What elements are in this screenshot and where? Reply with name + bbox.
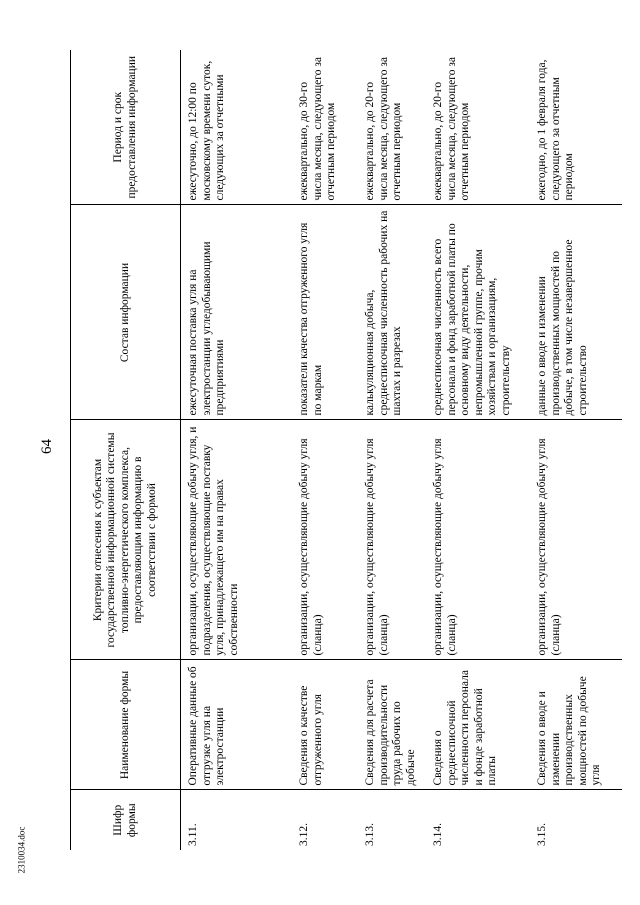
cell-period: ежеквартально, до 20-го числа месяца, следующего за отчетным периодом [432, 57, 471, 201]
cell-name: Сведения о вводе и изменении производственных мощностей по добыче угля [530, 660, 622, 790]
cell-code: 3.11. [181, 790, 293, 850]
forms-table [70, 50, 622, 850]
document-code: 2310034.doc [16, 826, 27, 874]
cell-content: ежесуточная поставка угля на электростанции угледобывающими предприятиями [181, 205, 293, 420]
cell-criteria: организации, осуществляющие добычу угля (сланца) [292, 420, 358, 660]
cell-content: калькуляционная добыча, среднесписочная численность рабочих на шахтах и разрезах [358, 205, 426, 420]
cell-criteria: организации, осуществляющие добычу угля (сланца) [530, 420, 622, 660]
table-row [292, 50, 358, 850]
cell-name: Сведения о среднесписочной численности персонала и фонде заработной платы [426, 660, 530, 790]
cell-code: 3.15. [530, 790, 622, 850]
table-row [181, 50, 293, 850]
cell-code: 3.14. [426, 790, 530, 850]
cell-name: Сведения о качестве отгруженного угля [292, 660, 358, 790]
cell-period: ежегодно, до 1 февраля года, следующего за отчетным периодом [536, 59, 575, 201]
cell-code: 3.12. [292, 790, 358, 850]
cell-content: показатели качества отгруженного угля по маркам [292, 205, 358, 420]
header-criteria: Критерии отнесения к субъектам государственной информационной системы топливно-энергетического комплекса, предоставляющим информацию в соответствии с формой [71, 420, 181, 660]
cell-content: данные о вводе и изменении производственных мощностей по добыче, в том числе незавершенное строительство [530, 205, 622, 420]
header-content: Состав информации [71, 205, 181, 420]
cell-period: ежесуточно, до 12:00 по московскому времени суток, следующих за отчетными [187, 60, 226, 201]
header-name: Наименование формы [71, 660, 181, 790]
cell-name: Сведения для расчета производительности труда рабочих по добыче [358, 660, 426, 790]
cell-content: среднесписочная численность всего персонала и фонд заработной платы по основному виду деятельности, непромышленной группе, прочим хозяйствам и организациям, строительству [426, 205, 530, 420]
cell-criteria: организации, осуществляющие добычу угля (сланца) [358, 420, 426, 660]
cell-code: 3.13. [358, 790, 426, 850]
header-code: Шифр формы [71, 790, 181, 850]
table-header-row [71, 50, 181, 850]
cell-criteria: организации, осуществляющие добычу угля (сланца) [426, 420, 530, 660]
rotated-table-container [70, 50, 625, 850]
page-number: 64 [39, 439, 55, 454]
cell-name: Оперативные данные об отгрузке угля на электростанции [181, 660, 293, 790]
cell-period: ежеквартально, до 30-го числа месяца, следующего за отчетным периодом [298, 57, 337, 201]
table-row [358, 50, 426, 850]
header-period: Период и срок предоставления информации [71, 50, 181, 205]
cell-criteria: организации, осуществляющие добычу угля, и подразделения, осуществляющие поставку угля, принадлежащего им на правах собственности [181, 420, 293, 660]
table-row [426, 50, 530, 850]
table-row [530, 50, 622, 850]
cell-period: ежеквартально, до 20-го числа месяца, следующего за отчетным периодом [364, 57, 403, 201]
